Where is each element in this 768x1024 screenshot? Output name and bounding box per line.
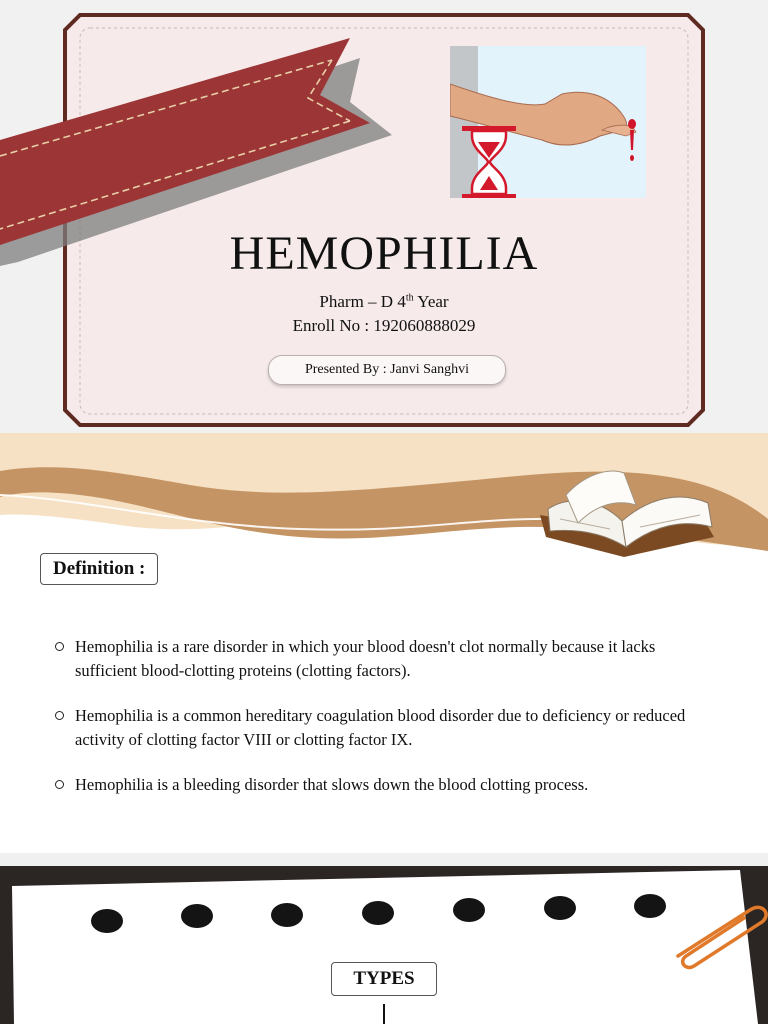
course-year-prefix: Pharm – D 4 (319, 292, 406, 311)
definition-heading: Definition : (40, 553, 158, 585)
notebook-paper-graphics (0, 866, 768, 1024)
types-heading: TYPES (331, 962, 437, 996)
course-year-suffix: Year (413, 292, 449, 311)
course-year (0, 292, 768, 312)
enrollment-number: Enroll No : 192060888029 (292, 316, 476, 335)
definition-bullet (55, 635, 715, 683)
notebook-paper (12, 870, 758, 1024)
types-connector-line (383, 1004, 385, 1024)
bullet-circle-icon (55, 642, 64, 651)
types-slide (0, 866, 768, 1024)
definition-bullet (55, 773, 715, 797)
bullet-circle-icon (55, 780, 64, 789)
bullet-circle-icon (55, 711, 64, 720)
bullet-text: Hemophilia is a common hereditary coagulation blood disorder due to deficiency or reduced activity of clotting factor VIII or clotting factor IX. (75, 706, 686, 749)
bullet-text: Hemophilia is a bleeding disorder that slows down the blood clotting process. (75, 775, 589, 794)
slide-title: HEMOPHILIA (229, 227, 539, 280)
bullet-text: Hemophilia is a rare disorder in which your blood doesn't clot normally because it lacks sufficient blood-clotting proteins (clotting factors). (75, 637, 656, 680)
definition-slide (0, 433, 768, 853)
hand-hourglass-illustration (450, 46, 646, 198)
presenter-badge: Presented By : Janvi Sanghvi (268, 355, 506, 385)
course-year-ordinal: th (405, 292, 414, 304)
bleeding-hand-image (450, 46, 646, 198)
definition-bullet (55, 704, 715, 752)
wave-header-graphics (0, 433, 768, 563)
title-slide (0, 0, 768, 433)
